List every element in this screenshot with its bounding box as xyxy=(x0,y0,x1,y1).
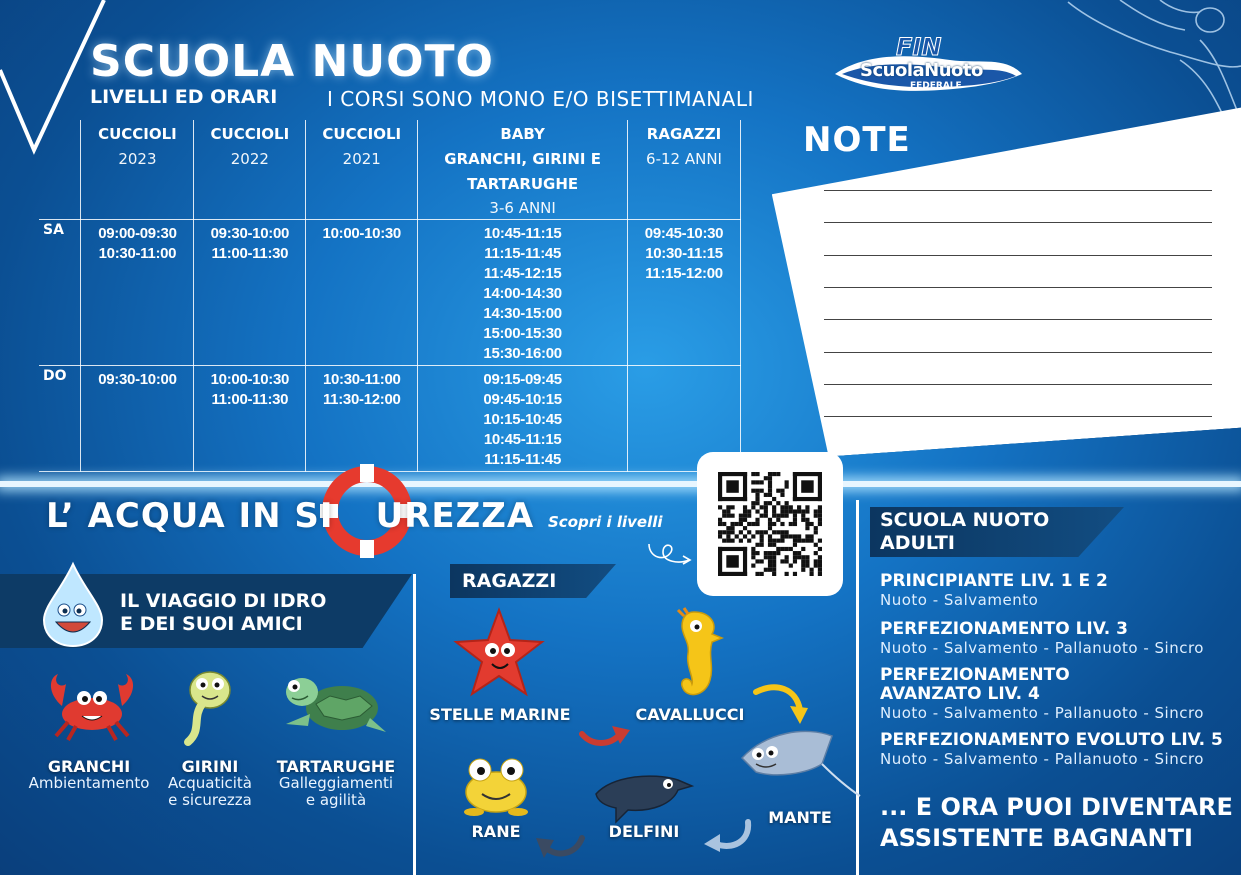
qr-label: Scopri i livelli xyxy=(548,513,663,531)
idro-banner-text: IL VIAGGIO DI IDRO E DEI SUOI AMICI xyxy=(120,590,327,635)
blue-arrow-icon xyxy=(702,816,754,856)
lifebuoy-band xyxy=(360,540,374,558)
ragazzi-cavallucci: CAVALLUCCI xyxy=(635,705,745,724)
column-divider xyxy=(856,500,859,875)
col-header-sub: 2023 xyxy=(118,150,157,168)
logo-federale: FEDERALE xyxy=(910,81,962,91)
safety-title-part1: L’ ACQUA IN SI xyxy=(46,496,334,536)
adult-level-sub: Nuoto - Salvamento - Pallanuoto - Sincro xyxy=(880,704,1204,722)
adult-level-sub: Nuoto - Salvamento xyxy=(880,591,1039,609)
glow-divider xyxy=(0,481,1241,487)
col-header-sub: 2021 xyxy=(342,150,381,168)
safety-title xyxy=(46,496,534,536)
col-header xyxy=(306,120,418,220)
adult-level-item xyxy=(880,620,1230,666)
day-label: SA xyxy=(39,220,81,366)
col-header-sub: 2022 xyxy=(230,150,269,168)
time-cell: 09:15-09:45 09:45-10:15 10:15-10:45 10:45-11:15 11:15-11:45 xyxy=(418,366,628,472)
time-cell: 09:45-10:30 10:30-11:15 11:15-12:00 xyxy=(628,220,741,366)
animal-name-tartarughe: TARTARUGHE xyxy=(276,757,396,776)
schedule-corner xyxy=(39,120,81,220)
col-header xyxy=(81,120,194,220)
qr-code-icon[interactable] xyxy=(718,472,822,576)
schedule-row-saturday xyxy=(39,220,741,366)
curly-arrow-icon xyxy=(645,536,693,568)
adult-level-sub: Nuoto - Salvamento - Pallanuoto - Sincro xyxy=(880,639,1204,657)
turtle-icon xyxy=(280,668,390,738)
note-line[interactable] xyxy=(824,416,1212,417)
animal-name-girini: GIRINI xyxy=(181,757,239,776)
note-line[interactable] xyxy=(824,255,1212,256)
time-cell: 10:45-11:15 11:15-11:45 11:45-12:15 14:00-14:30 14:30-15:00 15:00-15:30 15:30-16:00 xyxy=(418,220,628,366)
animal-name-granchi: GRANCHI xyxy=(47,757,131,776)
red-arrow-icon xyxy=(576,718,632,750)
note-line[interactable] xyxy=(824,190,1212,191)
adult-level-sub: Nuoto - Salvamento - Pallanuoto - Sincro xyxy=(880,750,1204,768)
note-line[interactable] xyxy=(824,384,1212,385)
courses-tagline: I CORSI SONO MONO E/O BISETTIMANALI xyxy=(327,87,754,111)
fin-text: FIN xyxy=(896,33,942,61)
seahorse-icon xyxy=(664,606,724,702)
page-title: SCUOLA NUOTO xyxy=(90,36,494,87)
col-header-sub: 6-12 ANNI xyxy=(646,150,722,168)
water-drop-mascot-icon xyxy=(40,560,106,648)
adulti-banner-text: SCUOLA NUOTO ADULTI xyxy=(880,509,1050,554)
time-cell: 09:00-09:30 10:30-11:00 xyxy=(81,220,194,366)
col-header-sub: 3-6 ANNI xyxy=(489,199,556,217)
crab-icon xyxy=(44,664,140,744)
animal-desc-granchi: Ambientamento xyxy=(28,774,150,792)
starfish-icon xyxy=(452,606,546,700)
time-cell: 10:00-10:30 11:00-11:30 xyxy=(194,366,306,472)
logo-name: ScuolaNuoto xyxy=(860,60,983,81)
adult-level-item xyxy=(880,666,1230,731)
fin-logo xyxy=(830,30,1025,102)
ragazzi-mante: MANTE xyxy=(768,808,832,827)
column-divider xyxy=(413,574,416,875)
tadpole-icon xyxy=(180,666,238,746)
animal-desc-tartarughe: Galleggiamenti e agilità xyxy=(278,774,394,809)
schedule-table xyxy=(39,120,741,472)
page-subtitle: LIVELLI ED ORARI xyxy=(90,86,278,108)
schedule-row-sunday xyxy=(39,366,741,472)
col-header xyxy=(418,120,628,220)
day-label: DO xyxy=(39,366,81,472)
adulti-levels xyxy=(880,572,1230,768)
frog-icon xyxy=(456,752,536,818)
col-header-name: CUCCIOLI xyxy=(210,125,290,143)
final-message: ... E ORA PUOI DIVENTARE ASSISTENTE BAGNANTI xyxy=(880,793,1233,852)
col-header xyxy=(628,120,741,220)
ragazzi-banner-text: RAGAZZI xyxy=(462,570,557,592)
adult-level-name: PERFEZIONAMENTO LIV. 3 xyxy=(880,619,1128,639)
animal-desc-girini: Acquaticità e sicurezza xyxy=(167,774,252,809)
time-cell: 10:00-10:30 xyxy=(306,220,418,366)
note-line[interactable] xyxy=(824,222,1212,223)
time-cell: 09:30-10:00 xyxy=(81,366,194,472)
note-title: NOTE xyxy=(803,120,911,160)
ragazzi-stelle-marine: STELLE MARINE xyxy=(429,705,571,724)
lifebuoy-band xyxy=(360,464,374,482)
col-header-name: RAGAZZI xyxy=(646,125,722,143)
time-cell: 10:30-11:00 11:30-12:00 xyxy=(306,366,418,472)
col-header-name: CUCCIOLI xyxy=(322,125,402,143)
adult-level-item xyxy=(880,572,1230,620)
schedule-header-row xyxy=(39,120,741,220)
note-line[interactable] xyxy=(824,319,1212,320)
safety-title-part2: UREZZA xyxy=(375,496,535,536)
note-line[interactable] xyxy=(824,352,1212,353)
adult-level-name: PERFEZIONAMENTO AVANZATO LIV. 4 xyxy=(880,665,1070,704)
ragazzi-rane: RANE xyxy=(471,822,521,841)
manta-ray-icon xyxy=(736,718,862,800)
col-header-name: BABY GRANCHI, GIRINI E TARTARUGHE xyxy=(444,125,601,193)
adult-level-name: PRINCIPIANTE LIV. 1 E 2 xyxy=(880,571,1108,591)
note-line[interactable] xyxy=(824,287,1212,288)
col-header-name: CUCCIOLI xyxy=(98,125,177,143)
dark-arrow-icon xyxy=(532,828,588,862)
adult-level-name: PERFEZIONAMENTO EVOLUTO LIV. 5 xyxy=(880,730,1223,750)
dolphin-icon xyxy=(592,764,696,824)
col-header xyxy=(194,120,306,220)
adult-level-item xyxy=(880,731,1230,768)
time-cell: 09:30-10:00 11:00-11:30 xyxy=(194,220,306,366)
ragazzi-delfini: DELFINI xyxy=(608,822,680,841)
